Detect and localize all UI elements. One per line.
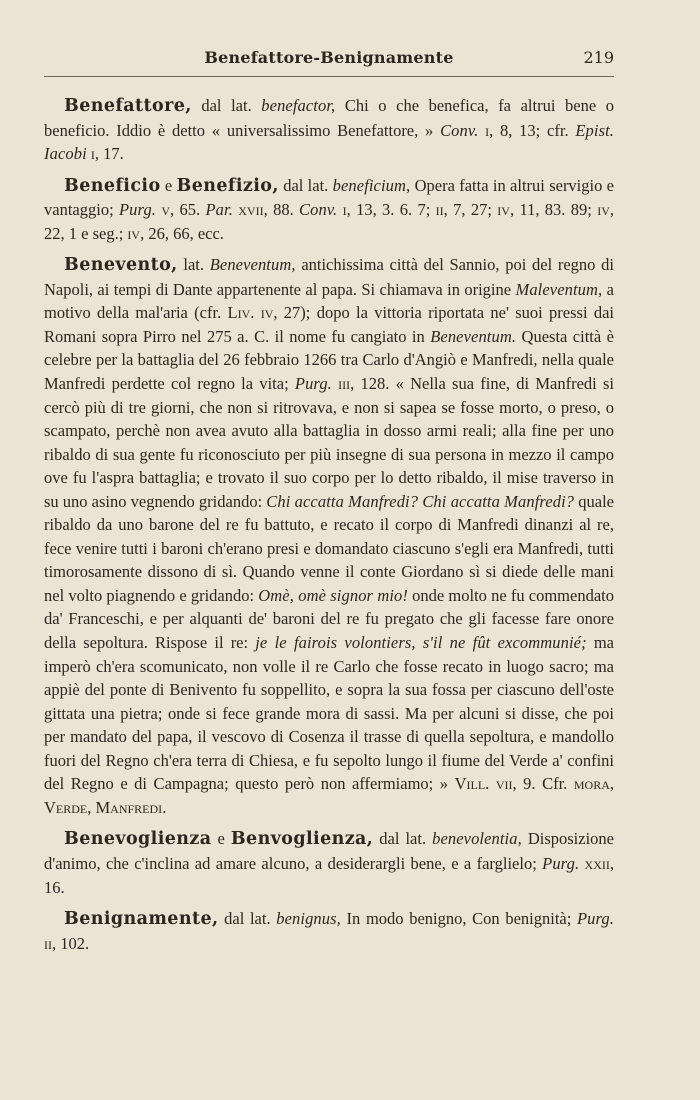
text: , 9. Cfr. [512, 774, 574, 794]
citation: Purg. [294, 374, 332, 394]
roman-numeral: xxii [584, 853, 610, 873]
text: Chi o che benefica, fa altrui bene o beneficio. Iddio è detto « universalissimo Benefattore, » [44, 96, 614, 140]
roman-numeral: iv [597, 200, 610, 220]
text: e [211, 829, 231, 849]
text: Questa città è celebre per la battaglia del 26 febbraio 1266 tra Carlo d'Angiò e Manfredi, nella quale Manfredi perdette col regno la vita; [44, 326, 614, 394]
roman-numeral: ii [44, 933, 52, 953]
headword: Benevoglienza [64, 829, 212, 850]
text: , 22, 1 e seg.; [44, 200, 614, 243]
citation: Epist. Iacobi [44, 120, 615, 164]
citation: Purg. [576, 909, 614, 929]
roman-numeral: iv [260, 303, 274, 323]
roman-numeral: i [485, 120, 490, 140]
author-abbrev: Vill. [454, 774, 490, 794]
latin-term: benevolentia, [432, 829, 522, 849]
text: , [87, 797, 96, 817]
text: , 13, 3. 6. 7; [346, 200, 436, 220]
citation: Par. [205, 200, 233, 220]
text: In modo benigno, Con benignità; [340, 909, 577, 929]
roman-numeral: iii [338, 374, 351, 394]
roman-numeral: v [161, 200, 171, 220]
citation: Conv. [299, 200, 338, 220]
citation: Conv. [440, 120, 479, 140]
latin-term: benignus, [276, 909, 341, 929]
cross-reference: Manfredi [95, 797, 163, 817]
quotation-text: onde molto ne fu commendato da' Franceschi, e per alquanti de' baroni del re fu pregato che gli facesse fare onore della sepoltura. Rispose il re: [44, 585, 615, 653]
text: antichissima città del Sannio, poi del regno di Napoli, ai tempi di Dante appartenente al papa. Si chiamava in origine [44, 255, 614, 299]
roman-numeral: xvii [238, 200, 264, 220]
text: dal lat. [191, 96, 262, 115]
latin-term: benefactor, [261, 96, 336, 115]
text: a motivo della mal'aria (cfr. [44, 279, 614, 323]
headword: Benefattore, [64, 96, 192, 116]
entry-beneficio [44, 174, 614, 246]
text: dal lat. [218, 909, 277, 929]
roman-numeral: vii [495, 774, 513, 794]
page-number: 219 [583, 48, 614, 67]
text: , [609, 774, 614, 794]
citation: Purg. [119, 200, 157, 220]
text: e [160, 175, 177, 195]
text: dal lat. [278, 175, 333, 195]
text: , 7, 27; [443, 200, 498, 220]
text: Opera fatta in altrui servigio e vantaggio; [44, 175, 615, 220]
quoted-cry: Omè, omè signor mio! [258, 585, 408, 605]
quotation-text: ma imperò ch'era scomunicato, non volle il re Carlo che fosse recato in luogo sacro; ma appiè del ponte di Benivento fu soppellito, e sopra la sua fossa per ciascuno dell'oste gittata una pietra; onde si fece grande mora di sassi. Ma per alcuni si disse, che poi per mandato del papa, il vescovo di Cosenza il trasse di quella sepoltura, e mandollo fuori del Regno ch'era terra di Chiesa, e fu sepolto lungo il fiume del Verde a' confini del Regno e di Campagna; questo però non affermiamo; » [44, 633, 614, 794]
entry-benevoglienza [44, 827, 614, 899]
text: , 8, 13; cfr. [489, 120, 576, 140]
latin-term: Beneventum. [430, 326, 517, 346]
cross-reference: mora [573, 774, 610, 794]
roman-numeral: ii [435, 200, 444, 220]
roman-numeral: iv [127, 223, 141, 243]
headword: Beneficio [64, 175, 161, 196]
quotation-text: , 128. « Nella sua fine, di Manfredi si cercò più di tre giorni, che non si ritrovava, e non si sapea se fosse morto, o preso, o scampato, perchè non avea avuto alla battaglia in dosso armi reali; alla fine per uno ribaldo di sua gente fu riconosciuto per più insegne di sua persona in mezzo il campo ove fu l'aspra battaglia; e trovato il suo corpo per lo detto ribaldo, il mise traverso in su uno asino vegnendo gridando: [44, 374, 614, 511]
entry-benignamente [44, 907, 614, 955]
text: , 16. [44, 853, 614, 897]
text: . [162, 797, 167, 817]
french-quote: je le fairois volontiers, s'il ne fût excommunié; [255, 633, 587, 653]
headword: Benignamente, [64, 909, 219, 930]
entry-benevento [44, 253, 614, 819]
text: Disposizione d'animo, che c'inclina ad amare alcuno, a desiderargli bene, e a farglielo; [44, 829, 614, 873]
cross-reference: Verde [44, 797, 88, 817]
text: , 102. [52, 933, 90, 953]
headword: Benevento, [64, 255, 178, 276]
headword: Benvoglienza, [230, 829, 374, 850]
page-header-title: Benefattore-Benignamente [204, 48, 454, 67]
text: lat. [177, 255, 210, 275]
citation: Purg. [542, 853, 580, 873]
roman-numeral: i [342, 200, 347, 220]
text: , 88. [263, 200, 300, 220]
quotation-text: quale ribaldo da uno barone del re fu battuto, e recato il corpo di Manfredi dinanzi al re, fece venire tutti i baroni ch'erano presi e domandato ciascuno s'egli era Manfredi, tutti timorosamente dissono di sì. Quando venne il conte Giordano sì si diede delle mani nel volto piagnendo e gridando: [44, 491, 615, 605]
headword: Benefizio, [176, 175, 279, 196]
latin-term: Beneventum, [209, 255, 296, 275]
text: , 26, 66, ecc. [140, 223, 224, 243]
entry-benefattore [44, 94, 614, 166]
latin-term: beneficium, [332, 175, 411, 195]
quoted-cry: Chi accatta Manfredi? Chi accatta Manfredi? [266, 491, 575, 511]
text: , 17. [94, 144, 124, 164]
roman-numeral: i [90, 144, 95, 164]
running-head [44, 46, 614, 77]
roman-numeral: iv [497, 200, 510, 220]
latin-term: Maleventum, [515, 279, 603, 299]
text: , 65. [170, 200, 206, 220]
text: , 11, 83. 89; [509, 200, 598, 220]
text: dal lat. [373, 829, 433, 849]
author-abbrev: Liv. [227, 303, 255, 323]
dictionary-body [44, 94, 614, 963]
text: , 27); dopo la vittoria riportata ne' suoi pressi dai Romani sopra Pirro nel 275 a. C. il nome fu cangiato in [44, 303, 614, 346]
